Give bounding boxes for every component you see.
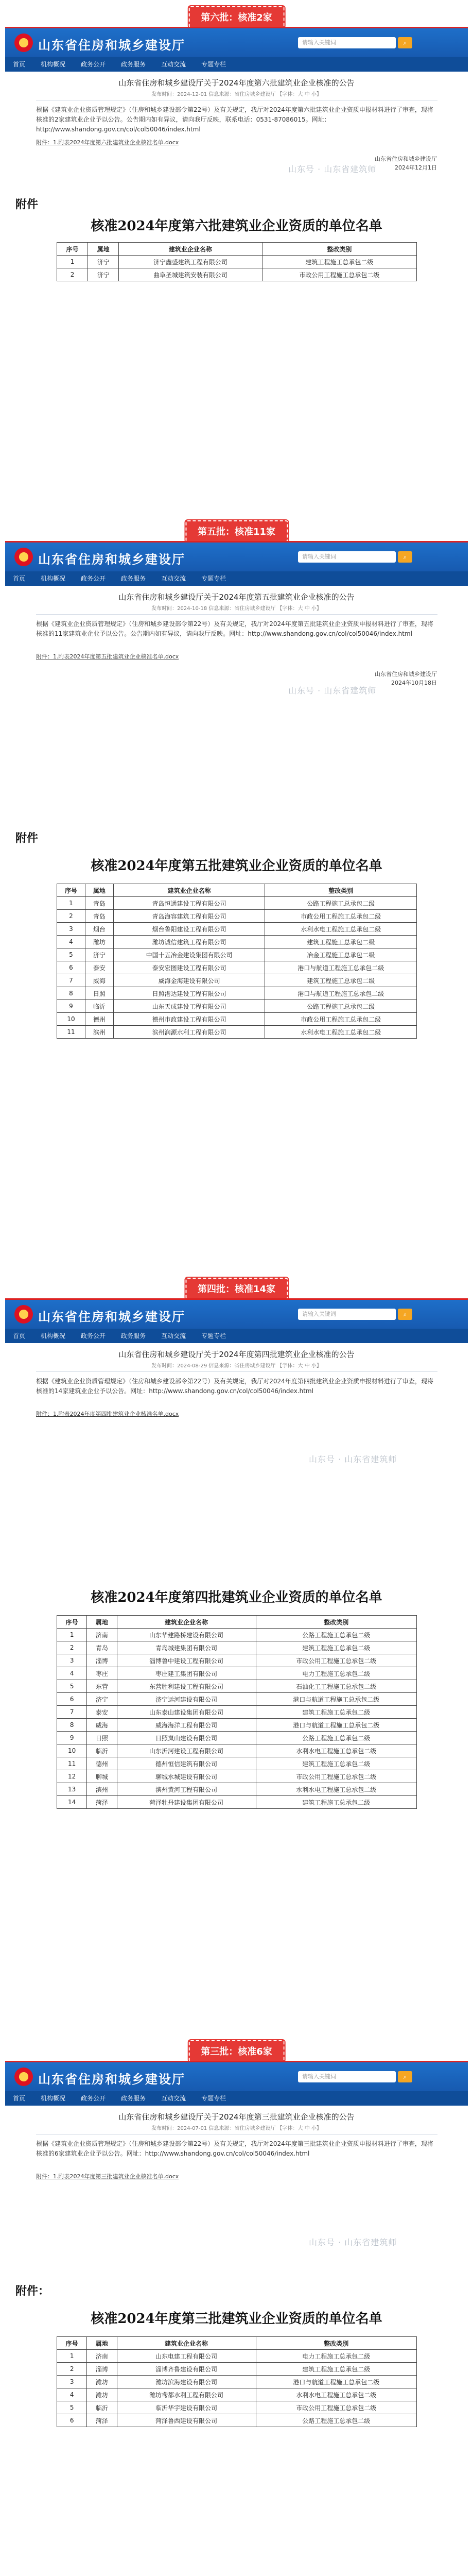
article-meta: 发布时间：2024-10-18 信息来源：省住房城乡建设厅 【字体：大 中 小】: [151, 606, 322, 612]
cell: 4: [57, 1667, 87, 1680]
cell: 青岛海容建筑工程有限公司: [113, 910, 265, 923]
cell: 东营胜利建设工程有限公司: [117, 1680, 256, 1693]
table-row: [57, 1783, 417, 1796]
nav-item[interactable]: 机构概况: [41, 1332, 66, 1340]
cell: 青岛城建集团有限公司: [117, 1641, 256, 1654]
cell: 10: [57, 1744, 87, 1757]
cell: 山东天成建设工程有限公司: [113, 1000, 265, 1013]
cell: 市政公用工程施工总承包二级: [262, 268, 416, 281]
col-region: 属地: [87, 1616, 117, 1629]
table-row: [57, 1796, 417, 1809]
divider: [36, 1371, 437, 1372]
table-header-row: [57, 1616, 417, 1629]
article-title: 山东省住房和城乡建设厅关于2024年度第五批建筑业企业核准的公告: [118, 592, 355, 602]
cell: 9: [57, 1732, 87, 1744]
cell: 滨州润源水利工程有限公司: [113, 1026, 265, 1039]
col-company: 建筑业企业名称: [113, 884, 265, 897]
cell: 建筑工程施工总承包二级: [265, 936, 417, 948]
cell: 淄博鲁中建设工程有限公司: [117, 1654, 256, 1667]
cell: 青岛: [87, 1641, 117, 1654]
cell: 潍坊滨海建设有限公司: [117, 2376, 256, 2388]
col-region: 属地: [85, 884, 113, 897]
cell: 7: [57, 974, 85, 987]
cell: 港口与航道工程施工总承包二级: [256, 2376, 416, 2388]
table-row: [57, 910, 417, 923]
cell: 济宁运河建设有限公司: [117, 1693, 256, 1706]
cell: 菏泽: [87, 1796, 117, 1809]
cell: 3: [57, 1654, 87, 1667]
col-index: 序号: [57, 2337, 87, 2350]
emblem-icon: [14, 33, 33, 52]
cell: 9: [57, 1000, 85, 1013]
col-category: 整改类别: [265, 884, 417, 897]
cell: 聊城水城建设有限公司: [117, 1770, 256, 1783]
cell: 日照: [85, 987, 113, 1000]
cell: 枣庄建工集团有限公司: [117, 1667, 256, 1680]
cell: 青岛: [85, 910, 113, 923]
site-header: [5, 1298, 468, 1329]
cell: 13: [57, 1783, 87, 1796]
cell: 威海: [85, 974, 113, 987]
site-name[interactable]: 山东省住房和城乡建设厅: [38, 38, 185, 53]
article-title: 山东省住房和城乡建设厅关于2024年度第六批建筑业企业核准的公告: [118, 78, 355, 88]
company-table: [57, 242, 417, 281]
cell: 济南: [87, 1629, 117, 1641]
attachment-heading: 附件: [15, 832, 39, 845]
cell: 曲阜圣城建筑安装有限公司: [119, 268, 262, 281]
nav-item[interactable]: 互动交流: [161, 61, 186, 68]
table-row: [57, 2363, 417, 2376]
cell: 建筑工程施工总承包二级: [256, 2363, 416, 2376]
cell: 1: [57, 1629, 87, 1641]
cell: 济宁鑫盛建筑工程有限公司: [119, 256, 262, 268]
col-index: 序号: [57, 1616, 87, 1629]
cell: 德州市政建设工程有限公司: [113, 1013, 265, 1026]
search-icon[interactable]: ⌕: [398, 1309, 412, 1320]
cell: 水利水电工程施工总承包二级: [256, 2388, 416, 2401]
signer-date: 2024年12月1日: [395, 164, 437, 171]
article-title: 山东省住房和城乡建设厅关于2024年度第四批建筑业企业核准的公告: [118, 1350, 355, 1359]
watermark: 山东号 · 山东省建筑师: [288, 164, 377, 174]
site-header: [5, 27, 468, 57]
cell: 3: [57, 923, 85, 936]
cell: 淄博: [87, 2363, 117, 2376]
cell: 建筑工程施工总承包二级: [262, 256, 416, 268]
cell: 日照: [87, 1732, 117, 1744]
col-company: 建筑业企业名称: [119, 243, 262, 256]
cell: 6: [57, 1693, 87, 1706]
cell: 潍坊: [87, 2376, 117, 2388]
cell: 中国十五冶金建设集团有限公司: [113, 948, 265, 961]
watermark: 山东号 · 山东省建筑师: [309, 1454, 397, 1464]
cell: 公路工程施工总承包二级: [265, 897, 417, 910]
cell: 淄博齐鲁建设有限公司: [117, 2363, 256, 2376]
table-row: [57, 1026, 417, 1039]
cell: 8: [57, 987, 85, 1000]
cell: 公路工程施工总承包二级: [256, 1629, 416, 1641]
cell: 烟台鲁阳建设工程有限公司: [113, 923, 265, 936]
table-row: [57, 1629, 417, 1641]
table-row: [57, 2388, 417, 2401]
emblem-icon: [14, 1305, 33, 1324]
article-body: 根据《建筑业企业资质管理规定》（住房和城乡建设部令第22号）及有关规定，我厅对2024年度第四批建筑业企业资质申报材料进行了审查，现将核准的14家建筑业企业予以公告。网址：http://www.shandong.gov.cn/col/col50046/index.html: [36, 1378, 433, 1395]
cell: 12: [57, 1770, 87, 1783]
search-input[interactable]: 请输入关键词: [298, 2071, 396, 2082]
nav-item[interactable]: 政务服务: [121, 61, 146, 68]
nav-item[interactable]: 专题专栏: [201, 1332, 226, 1340]
cell: 市政公用工程施工总承包二级: [256, 2401, 416, 2414]
article-meta: 发布时间：2024-07-01 信息来源：省住房城乡建设厅 【字体：大 中 小】: [151, 2126, 322, 2131]
nav-item[interactable]: 机构概况: [41, 575, 66, 582]
table-row: [57, 936, 417, 948]
cell: 10: [57, 1013, 85, 1026]
cell: 4: [57, 936, 85, 948]
emblem-icon: [14, 548, 33, 566]
nav-item[interactable]: 专题专栏: [201, 575, 226, 582]
cell: 菏泽鲁西建设有限公司: [117, 2414, 256, 2427]
cell: 4: [57, 2388, 87, 2401]
cell: 山东泰山建设集团有限公司: [117, 1706, 256, 1719]
list-title: 核准2024年度第四批建筑业企业资质的单位名单: [91, 1590, 382, 1605]
cell: 滨州黄河工程有限公司: [117, 1783, 256, 1796]
cell: 济宁: [88, 268, 119, 281]
main-nav: [5, 571, 468, 586]
attachment-link[interactable]: 附件：1.附表2024年度第六批建筑业企业核准名单.docx: [36, 139, 179, 146]
nav-item[interactable]: 机构概况: [41, 2095, 66, 2102]
table-row: [57, 268, 417, 281]
cell: 市政公用工程施工总承包二级: [265, 1013, 417, 1026]
table-row: [57, 1757, 417, 1770]
cell: 8: [57, 1719, 87, 1732]
cell: 7: [57, 1706, 87, 1719]
batch5-section: [0, 520, 473, 1252]
batch6-section: [0, 0, 473, 289]
table-row: [57, 1693, 417, 1706]
cell: 威海海洋工程有限公司: [117, 1719, 256, 1732]
nav-item[interactable]: 政务公开: [81, 1332, 106, 1340]
signer-org: 山东省住房和城乡建设厅: [375, 671, 437, 677]
cell: 公路工程施工总承包二级: [256, 1732, 416, 1744]
table-row: [57, 923, 417, 936]
col-category: 整改类别: [256, 2337, 416, 2350]
batch-tag: 第三批：核准6家: [188, 2040, 285, 2062]
nav-item[interactable]: 机构概况: [41, 61, 66, 68]
col-company: 建筑业企业名称: [117, 1616, 256, 1629]
company-table: [57, 884, 417, 1039]
cell: 枣庄: [87, 1667, 117, 1680]
cell: 冶金工程施工总承包二级: [265, 948, 417, 961]
nav-item[interactable]: 互动交流: [161, 2095, 186, 2102]
cell: 公路工程施工总承包二级: [256, 2414, 416, 2427]
cell: 2: [57, 1641, 87, 1654]
table-row: [57, 1732, 417, 1744]
cell: 滨州: [87, 1783, 117, 1796]
nav-item[interactable]: 政务服务: [121, 2095, 146, 2102]
cell: 潍坊: [87, 2388, 117, 2401]
cell: 潍坊: [85, 936, 113, 948]
nav-item[interactable]: 专题专栏: [201, 61, 226, 68]
cell: 东营: [87, 1680, 117, 1693]
table-row: [57, 1013, 417, 1026]
cell: 威海金海建设有限公司: [113, 974, 265, 987]
batch-tag: 第四批：核准14家: [185, 1278, 288, 1299]
nav-item[interactable]: 政务公开: [81, 61, 106, 68]
site-header: [5, 2061, 468, 2091]
cell: 德州恒信建筑有限公司: [117, 1757, 256, 1770]
table-row: [57, 2414, 417, 2427]
cell: 济宁: [88, 256, 119, 268]
table-row: [57, 1706, 417, 1719]
cell: 港口与航道工程施工总承包二级: [256, 1719, 416, 1732]
nav-item[interactable]: 政务服务: [121, 575, 146, 582]
attachment-heading: 附件：: [15, 2285, 50, 2298]
batch4-section: [0, 1278, 473, 2009]
cell: 1: [57, 256, 88, 268]
cell: 日照岚山建设有限公司: [117, 1732, 256, 1744]
cell: 建筑工程施工总承包二级: [256, 1706, 416, 1719]
col-index: 序号: [57, 243, 88, 256]
cell: 青岛恒通建设工程有限公司: [113, 897, 265, 910]
company-table: [57, 2336, 417, 2427]
list-title: 核准2024年度第五批建筑业企业资质的单位名单: [91, 858, 382, 874]
cell: 临沂: [87, 2401, 117, 2414]
main-nav: [5, 1329, 468, 1343]
site-name[interactable]: 山东省住房和城乡建设厅: [38, 1309, 185, 1324]
divider: [36, 614, 437, 615]
table-row: [57, 2350, 417, 2363]
table-row: [57, 1641, 417, 1654]
nav-item[interactable]: 政务服务: [121, 1332, 146, 1340]
cell: 2: [57, 910, 85, 923]
cell: 建筑工程施工总承包二级: [265, 974, 417, 987]
cell: 1: [57, 2350, 87, 2363]
cell: 泰安: [87, 1706, 117, 1719]
cell: 临沂: [85, 1000, 113, 1013]
site-name[interactable]: 山东省住房和城乡建设厅: [38, 552, 185, 567]
cell: 港口与航道工程施工总承包二级: [265, 987, 417, 1000]
table-row: [57, 948, 417, 961]
cell: 聊城: [87, 1770, 117, 1783]
table-row: [57, 897, 417, 910]
table-row: [57, 1680, 417, 1693]
table-row: [57, 1744, 417, 1757]
search-input[interactable]: 请输入关键词: [298, 551, 396, 563]
cell: 5: [57, 948, 85, 961]
search-input[interactable]: 请输入关键词: [298, 37, 396, 48]
cell: 11: [57, 1757, 87, 1770]
cell: 滨州: [85, 1026, 113, 1039]
article-body: 根据《建筑业企业资质管理规定》（住房和城乡建设部令第22号）及有关规定，我厅对2024年度第五批建筑业企业资质申报材料进行了审查，现将核准的11家建筑业企业予以公告。公告期内如有异议，请向我厅反映。网址：http://www.shandong.gov.cn/col/col50046/index.html: [36, 620, 433, 637]
cell: 1: [57, 897, 85, 910]
company-table: [57, 1615, 417, 1809]
cell: 公路工程施工总承包二级: [265, 1000, 417, 1013]
search-icon[interactable]: ⌕: [398, 37, 412, 48]
cell: 电力工程施工总承包二级: [256, 1667, 416, 1680]
attachment-link[interactable]: 附件：1.附表2024年度第四批建筑业企业核准名单.docx: [36, 1411, 179, 1417]
batch-tag: 第六批：核准2家: [188, 6, 285, 28]
table-row: [57, 1719, 417, 1732]
nav-item[interactable]: 首页: [13, 1332, 26, 1340]
cell: 济南: [87, 2350, 117, 2363]
table-row: [57, 2401, 417, 2414]
emblem-icon: [14, 2067, 33, 2086]
col-region: 属地: [88, 243, 119, 256]
cell: 水利水电工程施工总承包二级: [265, 923, 417, 936]
nav-item[interactable]: 首页: [13, 2095, 26, 2102]
col-company: 建筑业企业名称: [117, 2337, 256, 2350]
cell: 市政公用工程施工总承包二级: [256, 1654, 416, 1667]
cell: 水利水电工程施工总承包二级: [256, 1783, 416, 1796]
cell: 山东华建路桥建设有限公司: [117, 1629, 256, 1641]
cell: 6: [57, 961, 85, 974]
cell: 济宁: [87, 1693, 117, 1706]
cell: 5: [57, 2401, 87, 2414]
article-meta: 发布时间：2024-12-01 信息来源：省住房城乡建设厅 【字体：大 中 小】: [151, 92, 322, 97]
nav-item[interactable]: 互动交流: [161, 575, 186, 582]
cell: 青岛: [85, 897, 113, 910]
watermark: 山东号 · 山东省建筑师: [309, 2238, 397, 2247]
site-name[interactable]: 山东省住房和城乡建设厅: [38, 2072, 185, 2087]
cell: 淄博: [87, 1654, 117, 1667]
list-title: 核准2024年度第三批建筑业企业资质的单位名单: [91, 2311, 382, 2327]
cell: 水利水电工程施工总承包二级: [256, 1744, 416, 1757]
attachment-heading: 附件: [15, 198, 39, 211]
col-category: 整改类别: [262, 243, 416, 256]
nav-item[interactable]: 政务公开: [81, 575, 106, 582]
cell: 日照港达建设工程有限公司: [113, 987, 265, 1000]
batch3-section: [0, 2040, 473, 2576]
cell: 电力工程施工总承包二级: [256, 2350, 416, 2363]
cell: 市政公用工程施工总承包二级: [265, 910, 417, 923]
article-body: 根据《建筑业企业资质管理规定》（住房和城乡建设部令第22号）及有关规定，我厅对2024年度第三批建筑业企业资质申报材料进行了审查，现将核准的6家建筑业企业予以公告。网址：http://www.shandong.gov.cn/col/col50046/index.html: [36, 2140, 433, 2157]
cell: 2: [57, 2363, 87, 2376]
cell: 5: [57, 1680, 87, 1693]
attachment-link[interactable]: 附件：1.附表2024年度第三批建筑业企业核准名单.docx: [36, 2173, 179, 2180]
search-icon[interactable]: ⌕: [398, 551, 412, 563]
cell: 14: [57, 1796, 87, 1809]
cell: 德州: [87, 1757, 117, 1770]
col-region: 属地: [87, 2337, 117, 2350]
nav-item[interactable]: 专题专栏: [201, 2095, 226, 2102]
table-header-row: [57, 884, 417, 897]
cell: 建筑工程施工总承包二级: [256, 1796, 416, 1809]
table-row: [57, 1667, 417, 1680]
batch-tag: 第五批：核准11家: [185, 520, 288, 542]
cell: 石油化工工程施工总承包二级: [256, 1680, 416, 1693]
cell: 临沂华宇建设有限公司: [117, 2401, 256, 2414]
table-row: [57, 974, 417, 987]
signer: [375, 155, 437, 172]
table-header-row: [57, 243, 417, 256]
attachment-link[interactable]: 附件：1.附表2024年度第五批建筑业企业核准名单.docx: [36, 653, 179, 660]
cell: 山东电建工程有限公司: [117, 2350, 256, 2363]
cell: 济宁: [85, 948, 113, 961]
cell: 市政公用工程施工总承包二级: [256, 1770, 416, 1783]
nav-item[interactable]: 首页: [13, 61, 26, 68]
article-meta: 发布时间：2024-08-29 信息来源：省住房城乡建设厅 【字体：大 中 小】: [151, 1363, 322, 1369]
cell: 港口与航道工程施工总承包二级: [265, 961, 417, 974]
table-row: [57, 1654, 417, 1667]
table-row: [57, 2376, 417, 2388]
table-row: [57, 987, 417, 1000]
table-row: [57, 1000, 417, 1013]
list-title: 核准2024年度第六批建筑业企业资质的单位名单: [91, 218, 382, 234]
cell: 泰安: [85, 961, 113, 974]
site-header: [5, 541, 468, 571]
cell: 威海: [87, 1719, 117, 1732]
nav-item[interactable]: 首页: [13, 575, 26, 582]
table-row: [57, 961, 417, 974]
cell: 德州: [85, 1013, 113, 1026]
watermark: 山东号 · 山东省建筑师: [288, 686, 377, 696]
main-nav: [5, 57, 468, 72]
signer-org: 山东省住房和城乡建设厅: [375, 156, 437, 162]
nav-item[interactable]: 政务公开: [81, 2095, 106, 2102]
signer: [375, 670, 437, 687]
signer-date: 2024年10月18日: [391, 680, 437, 686]
cell: 菏泽牡丹建设集团有限公司: [117, 1796, 256, 1809]
cell: 菏泽: [87, 2414, 117, 2427]
article-title: 山东省住房和城乡建设厅关于2024年度第三批建筑业企业核准的公告: [118, 2112, 355, 2122]
cell: 山东沂河建设工程有限公司: [117, 1744, 256, 1757]
table-header-row: [57, 2337, 417, 2350]
cell: 2: [57, 268, 88, 281]
cell: 临沂: [87, 1744, 117, 1757]
cell: 烟台: [85, 923, 113, 936]
cell: 潍坊诚信建筑工程有限公司: [113, 936, 265, 948]
table-row: [57, 256, 417, 268]
search-input[interactable]: 请输入关键词: [298, 1309, 396, 1320]
cell: 港口与航道工程施工总承包二级: [256, 1693, 416, 1706]
table-row: [57, 1770, 417, 1783]
col-index: 序号: [57, 884, 85, 897]
cell: 潍坊鸢都水利工程有限公司: [117, 2388, 256, 2401]
col-category: 整改类别: [256, 1616, 416, 1629]
cell: 水利水电工程施工总承包二级: [265, 1026, 417, 1039]
article-body: 根据《建筑业企业资质管理规定》（住房和城乡建设部令第22号）及有关规定，我厅对2024年度第六批建筑业企业资质申报材料进行了审查，现将核准的2家建筑业企业予以公告。公告期内如有异议，请向我厅反映，联系电话：0531-87086015。网址：http://www.shandong.gov.cn/col/col50046/index.html: [36, 106, 433, 133]
cell: 6: [57, 2414, 87, 2427]
cell: 建筑工程施工总承包二级: [256, 1641, 416, 1654]
cell: 11: [57, 1026, 85, 1039]
nav-item[interactable]: 互动交流: [161, 1332, 186, 1340]
cell: 建筑工程施工总承包二级: [256, 1757, 416, 1770]
cell: 泰安宏图建设工程有限公司: [113, 961, 265, 974]
cell: 3: [57, 2376, 87, 2388]
search-icon[interactable]: ⌕: [398, 2071, 412, 2082]
main-nav: [5, 2091, 468, 2106]
